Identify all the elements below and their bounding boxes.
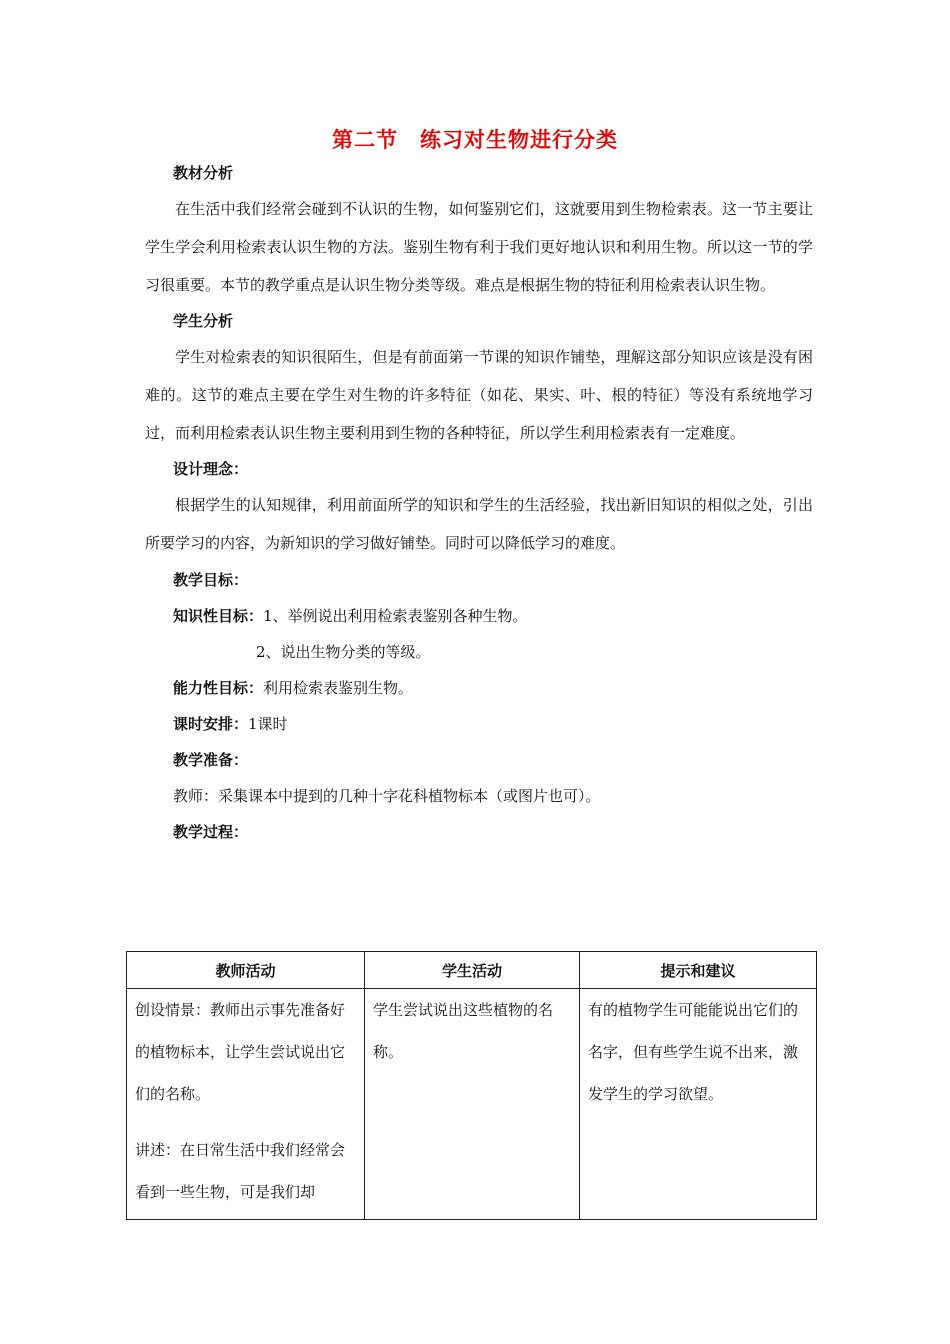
prep-heading-line (145, 742, 813, 778)
column-header-tips: 提示和建议 (580, 952, 817, 989)
student-activity-cell (365, 989, 580, 1220)
page-title: 第二节 练习对生物进行分类 (332, 128, 618, 152)
paragraph-design: 根据学生的认知规律，利用前面所学的知识和学生的生活经验，找出新旧知识的相似之处，引出所要学习的内容，为新知识的学习做好铺垫。同时可以降低学习的难度。 (145, 496, 813, 552)
column-header-teacher: 教师活动 (127, 952, 365, 989)
schedule-line (145, 706, 813, 742)
table-header-row (127, 952, 817, 989)
document-body (145, 162, 813, 850)
teaching-process-table (126, 951, 817, 1220)
knowledge-goal-line (145, 598, 813, 634)
tips-cell (580, 989, 817, 1220)
knowledge-goal-2: 2、说出生物分类的等级。 (256, 643, 431, 661)
ability-goal-label: 能力性目标： (173, 679, 264, 697)
section-heading-prep: 教学准备： (173, 751, 249, 769)
schedule-value: 1课时 (248, 715, 288, 733)
student-activity: 学生尝试说出这些植物的名称。 (373, 1001, 554, 1061)
ability-goal-line (145, 670, 813, 706)
teacher-activity-cell (127, 989, 365, 1220)
process-heading-line (145, 814, 813, 850)
paragraph-student: 学生对检索表的知识很陌生，但是有前面第一节课的知识作铺垫，理解这部分知识应该是没有困难的。这节的难点主要在学生对生物的许多特征（如花、果实、叶、根的特征）等没有系统地学习过，而利用检索表认识生物主要利用到生物的各种特征，所以学生利用检索表有一定难度。 (145, 348, 813, 442)
section-heading-goals: 教学目标： (173, 571, 249, 589)
column-header-student: 学生活动 (365, 952, 580, 989)
paragraph-material: 在生活中我们经常会碰到不认识的生物，如何鉴别它们，这就要用到生物检索表。这一节主要让学生学会利用检索表认识生物的方法。鉴别生物有利于我们更好地认识和利用生物。所以这一节的学习很重要。本节的教学重点是认识生物分类等级。难点是根据生物的特征利用检索表认识生物。 (145, 200, 813, 294)
prep-text: 教师：采集课本中提到的几种十字花科植物标本（或图片也可）。 (173, 787, 601, 805)
teacher-activity-2: 讲述：在日常生活中我们经常会看到一些生物，可是我们却 (135, 1141, 346, 1201)
knowledge-goal-1: 1、举例说出利用检索表鉴别各种生物。 (263, 607, 528, 625)
goals-heading-line (145, 562, 813, 598)
section-heading-design: 设计理念： (173, 460, 249, 478)
section-heading-material: 教材分析 (173, 164, 234, 182)
ability-goal: 利用检索表鉴别生物。 (263, 679, 414, 697)
schedule-label: 课时安排： (173, 715, 249, 733)
table-row (127, 989, 817, 1220)
knowledge-goal-label: 知识性目标： (173, 607, 264, 625)
tips-text: 有的植物学生可能能说出它们的名字，但有些学生说不出来，激发学生的学习欲望。 (588, 1001, 799, 1103)
section-heading-process: 教学过程： (173, 823, 249, 841)
section-heading-student: 学生分析 (173, 312, 234, 330)
teacher-activity-1: 创设情景：教师出示事先准备好的植物标本，让学生尝试说出它们的名称。 (135, 1001, 346, 1103)
